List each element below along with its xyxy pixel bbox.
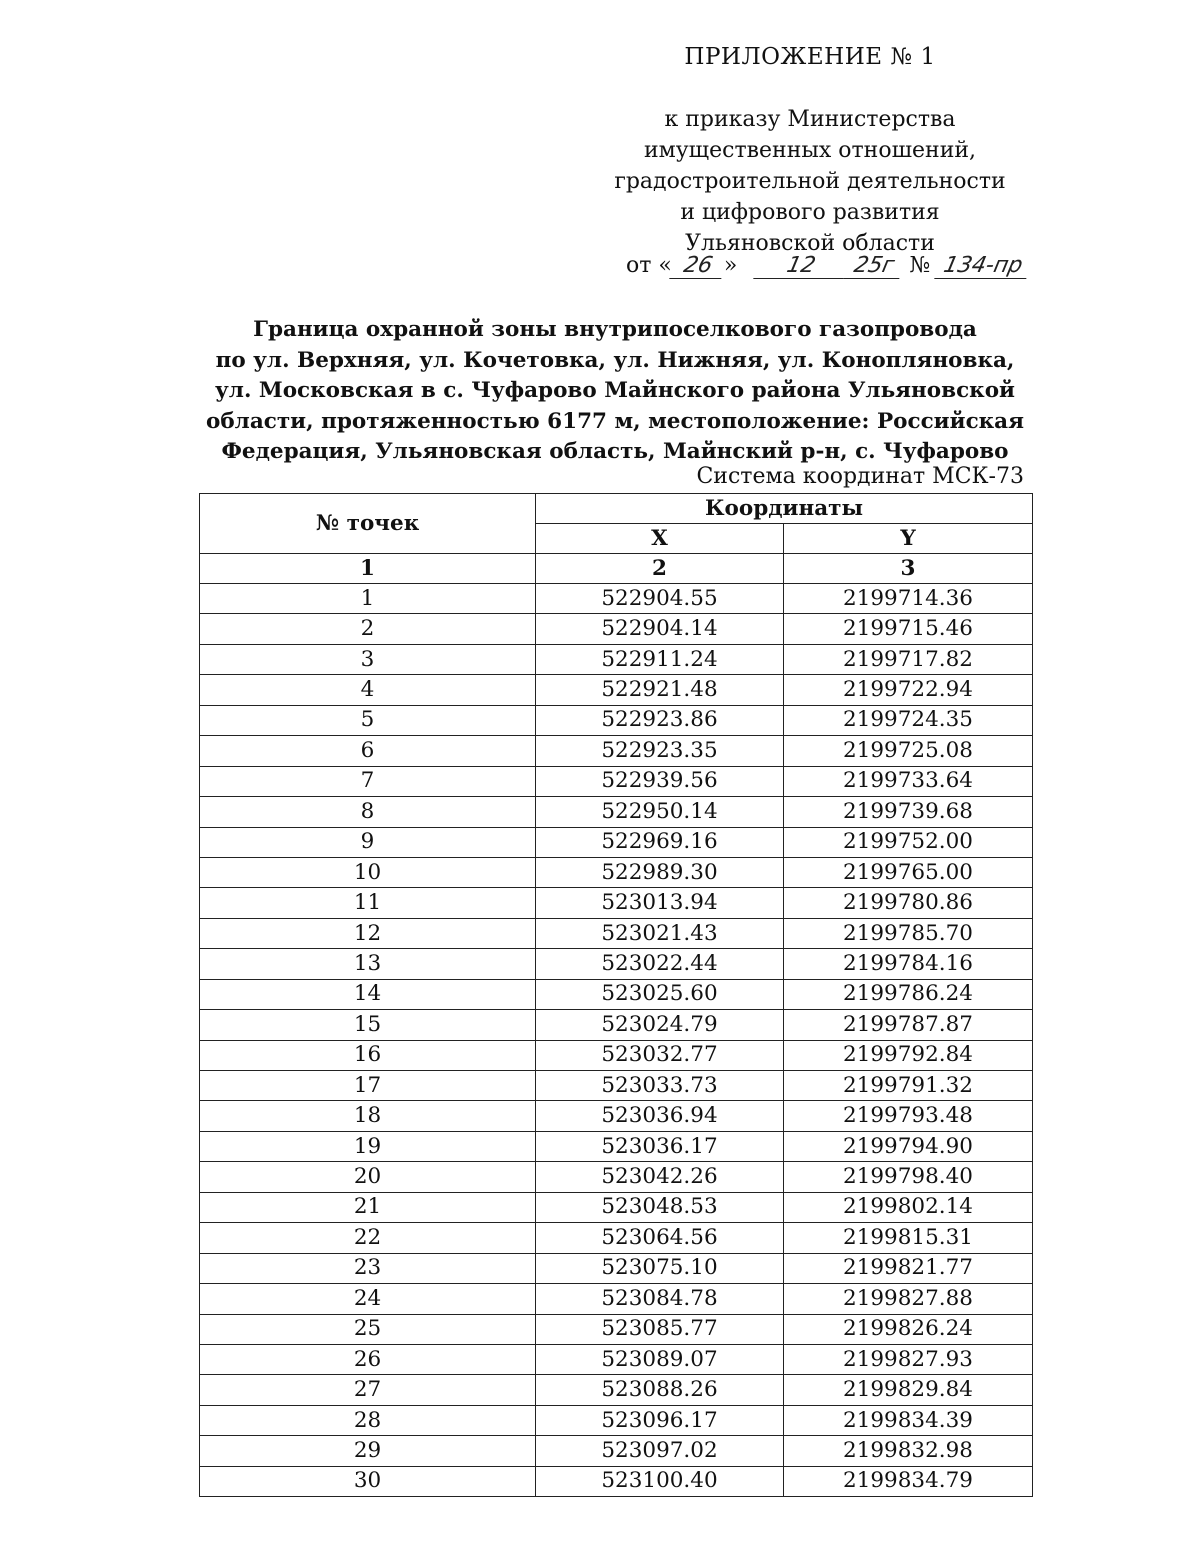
date-prefix: от «	[626, 253, 672, 278]
table-row	[200, 1436, 1033, 1466]
point-number: 3	[200, 644, 536, 674]
coord-x: 523042.26	[536, 1162, 784, 1192]
coord-y: 2199827.88	[784, 1284, 1033, 1314]
title-line: по ул. Верхняя, ул. Кочетовка, ул. Нижняя, ул. Конопляновка,	[215, 347, 1015, 373]
order-line: Ульяновской области	[685, 231, 935, 256]
table-row	[200, 1040, 1033, 1070]
date-day-handwritten: 26	[669, 253, 727, 279]
table-row	[200, 1466, 1033, 1496]
table-row	[200, 766, 1033, 796]
coord-y: 2199821.77	[784, 1253, 1033, 1283]
coord-y: 2199832.98	[784, 1436, 1033, 1466]
table-row	[200, 827, 1033, 857]
order-number-handwritten: 134-пр	[934, 253, 1032, 279]
point-number: 17	[200, 1071, 536, 1101]
coord-x: 523088.26	[536, 1375, 784, 1405]
coord-x: 523022.44	[536, 949, 784, 979]
point-number: 24	[200, 1284, 536, 1314]
coord-y: 2199829.84	[784, 1375, 1033, 1405]
column-number: 3	[784, 554, 1033, 584]
table-row	[200, 644, 1033, 674]
coord-y: 2199715.46	[784, 614, 1033, 644]
header-points: № точек	[200, 494, 536, 554]
coord-x: 523032.77	[536, 1040, 784, 1070]
coord-y: 2199752.00	[784, 827, 1033, 857]
coord-x: 523089.07	[536, 1344, 784, 1374]
coord-x: 523064.56	[536, 1223, 784, 1253]
table-row	[200, 705, 1033, 735]
point-number: 9	[200, 827, 536, 857]
table-row	[200, 736, 1033, 766]
point-number: 8	[200, 797, 536, 827]
coord-x: 522904.14	[536, 614, 784, 644]
title-line: ул. Московская в с. Чуфарово Майнского района Ульяновской	[215, 378, 1015, 403]
date-mid: »	[723, 253, 738, 278]
coord-x: 523048.53	[536, 1192, 784, 1222]
coord-y: 2199798.40	[784, 1162, 1033, 1192]
coord-y: 2199784.16	[784, 949, 1033, 979]
order-date-line	[626, 253, 1029, 279]
coord-y: 2199714.36	[784, 584, 1033, 614]
date-year-handwritten: 25г	[844, 253, 906, 279]
coord-x: 522989.30	[536, 857, 784, 887]
point-number: 28	[200, 1405, 536, 1435]
table-row	[200, 888, 1033, 918]
point-number: 13	[200, 949, 536, 979]
coord-y: 2199787.87	[784, 1010, 1033, 1040]
coord-y: 2199834.39	[784, 1405, 1033, 1435]
point-number: 29	[200, 1436, 536, 1466]
point-number: 11	[200, 888, 536, 918]
table-row	[200, 918, 1033, 948]
number-sign: №	[909, 253, 931, 278]
coord-x: 523013.94	[536, 888, 784, 918]
column-number: 2	[536, 554, 784, 584]
point-number: 30	[200, 1466, 536, 1496]
coord-y: 2199785.70	[784, 918, 1033, 948]
point-number: 19	[200, 1131, 536, 1161]
point-number: 1	[200, 584, 536, 614]
table-row	[200, 1344, 1033, 1374]
title-line: Граница охранной зоны внутрипоселкового газопровода	[253, 317, 977, 342]
header-coordinates: Координаты	[536, 494, 1033, 524]
table-row	[200, 1162, 1033, 1192]
table-row	[200, 1010, 1033, 1040]
point-number: 5	[200, 705, 536, 735]
coord-x: 522923.86	[536, 705, 784, 735]
table-row	[200, 1101, 1033, 1131]
table-row	[200, 857, 1033, 887]
coord-y: 2199791.32	[784, 1071, 1033, 1101]
table-row	[200, 949, 1033, 979]
point-number: 15	[200, 1010, 536, 1040]
order-line: градостроительной деятельности	[614, 169, 1006, 194]
header-y: Y	[784, 524, 1033, 554]
coord-y: 2199722.94	[784, 675, 1033, 705]
coord-y: 2199765.00	[784, 857, 1033, 887]
table-row	[200, 584, 1033, 614]
coord-x: 523024.79	[536, 1010, 784, 1040]
coord-x: 523025.60	[536, 979, 784, 1009]
coord-y: 2199827.93	[784, 1344, 1033, 1374]
coord-x: 523097.02	[536, 1436, 784, 1466]
coord-x: 522921.48	[536, 675, 784, 705]
coordinate-system-label: Система координат МСК-73	[696, 464, 1024, 489]
table-row	[200, 1223, 1033, 1253]
table-row	[200, 1071, 1033, 1101]
table-row	[200, 1314, 1033, 1344]
order-line: имущественных отношений,	[643, 138, 977, 163]
table-row	[200, 1253, 1033, 1283]
coordinates-table	[199, 493, 1033, 1497]
point-number: 22	[200, 1223, 536, 1253]
coord-x: 523021.43	[536, 918, 784, 948]
coord-y: 2199802.14	[784, 1192, 1033, 1222]
table-row	[200, 1405, 1033, 1435]
table-row	[200, 1284, 1033, 1314]
coord-y: 2199739.68	[784, 797, 1033, 827]
coord-y: 2199794.90	[784, 1131, 1033, 1161]
point-number: 7	[200, 766, 536, 796]
table-row	[200, 675, 1033, 705]
coord-y: 2199725.08	[784, 736, 1033, 766]
coord-x: 522939.56	[536, 766, 784, 796]
column-number: 1	[200, 554, 536, 584]
table-row	[200, 1131, 1033, 1161]
coord-y: 2199792.84	[784, 1040, 1033, 1070]
point-number: 2	[200, 614, 536, 644]
order-line: к приказу Министерства	[664, 107, 956, 132]
coord-x: 523084.78	[536, 1284, 784, 1314]
coord-x: 523033.73	[536, 1071, 784, 1101]
date-month-handwritten: 12	[754, 253, 850, 279]
coord-x: 523036.17	[536, 1131, 784, 1161]
point-number: 4	[200, 675, 536, 705]
coord-x: 522911.24	[536, 644, 784, 674]
document-title	[200, 315, 1030, 468]
point-number: 14	[200, 979, 536, 1009]
order-reference	[600, 104, 1020, 259]
point-number: 20	[200, 1162, 536, 1192]
title-line: области, протяженностью 6177 м, местоположение: Российская	[206, 408, 1024, 434]
appendix-title: ПРИЛОЖЕНИЕ № 1	[684, 44, 936, 70]
coord-x: 522950.14	[536, 797, 784, 827]
coord-y: 2199815.31	[784, 1223, 1033, 1253]
table-row	[200, 979, 1033, 1009]
point-number: 16	[200, 1040, 536, 1070]
point-number: 25	[200, 1314, 536, 1344]
coord-x: 523036.94	[536, 1101, 784, 1131]
coord-y: 2199793.48	[784, 1101, 1033, 1131]
coord-x: 522923.35	[536, 736, 784, 766]
coord-y: 2199717.82	[784, 644, 1033, 674]
table-row	[200, 614, 1033, 644]
coord-y: 2199786.24	[784, 979, 1033, 1009]
coord-y: 2199780.86	[784, 888, 1033, 918]
point-number: 10	[200, 857, 536, 887]
point-number: 23	[200, 1253, 536, 1283]
coord-x: 522904.55	[536, 584, 784, 614]
coord-x: 523075.10	[536, 1253, 784, 1283]
table-row	[200, 1375, 1033, 1405]
point-number: 12	[200, 918, 536, 948]
coord-y: 2199834.79	[784, 1466, 1033, 1496]
header-x: X	[536, 524, 784, 554]
coord-y: 2199733.64	[784, 766, 1033, 796]
point-number: 6	[200, 736, 536, 766]
table-row	[200, 797, 1033, 827]
coord-x: 523100.40	[536, 1466, 784, 1496]
point-number: 26	[200, 1344, 536, 1374]
point-number: 21	[200, 1192, 536, 1222]
coord-x: 523085.77	[536, 1314, 784, 1344]
point-number: 18	[200, 1101, 536, 1131]
coord-y: 2199826.24	[784, 1314, 1033, 1344]
order-line: и цифрового развития	[680, 200, 940, 225]
coord-x: 523096.17	[536, 1405, 784, 1435]
coord-y: 2199724.35	[784, 705, 1033, 735]
coord-x: 522969.16	[536, 827, 784, 857]
title-line: Федерация, Ульяновская область, Майнский р-н, с. Чуфарово	[221, 439, 1009, 464]
point-number: 27	[200, 1375, 536, 1405]
table-row	[200, 1192, 1033, 1222]
